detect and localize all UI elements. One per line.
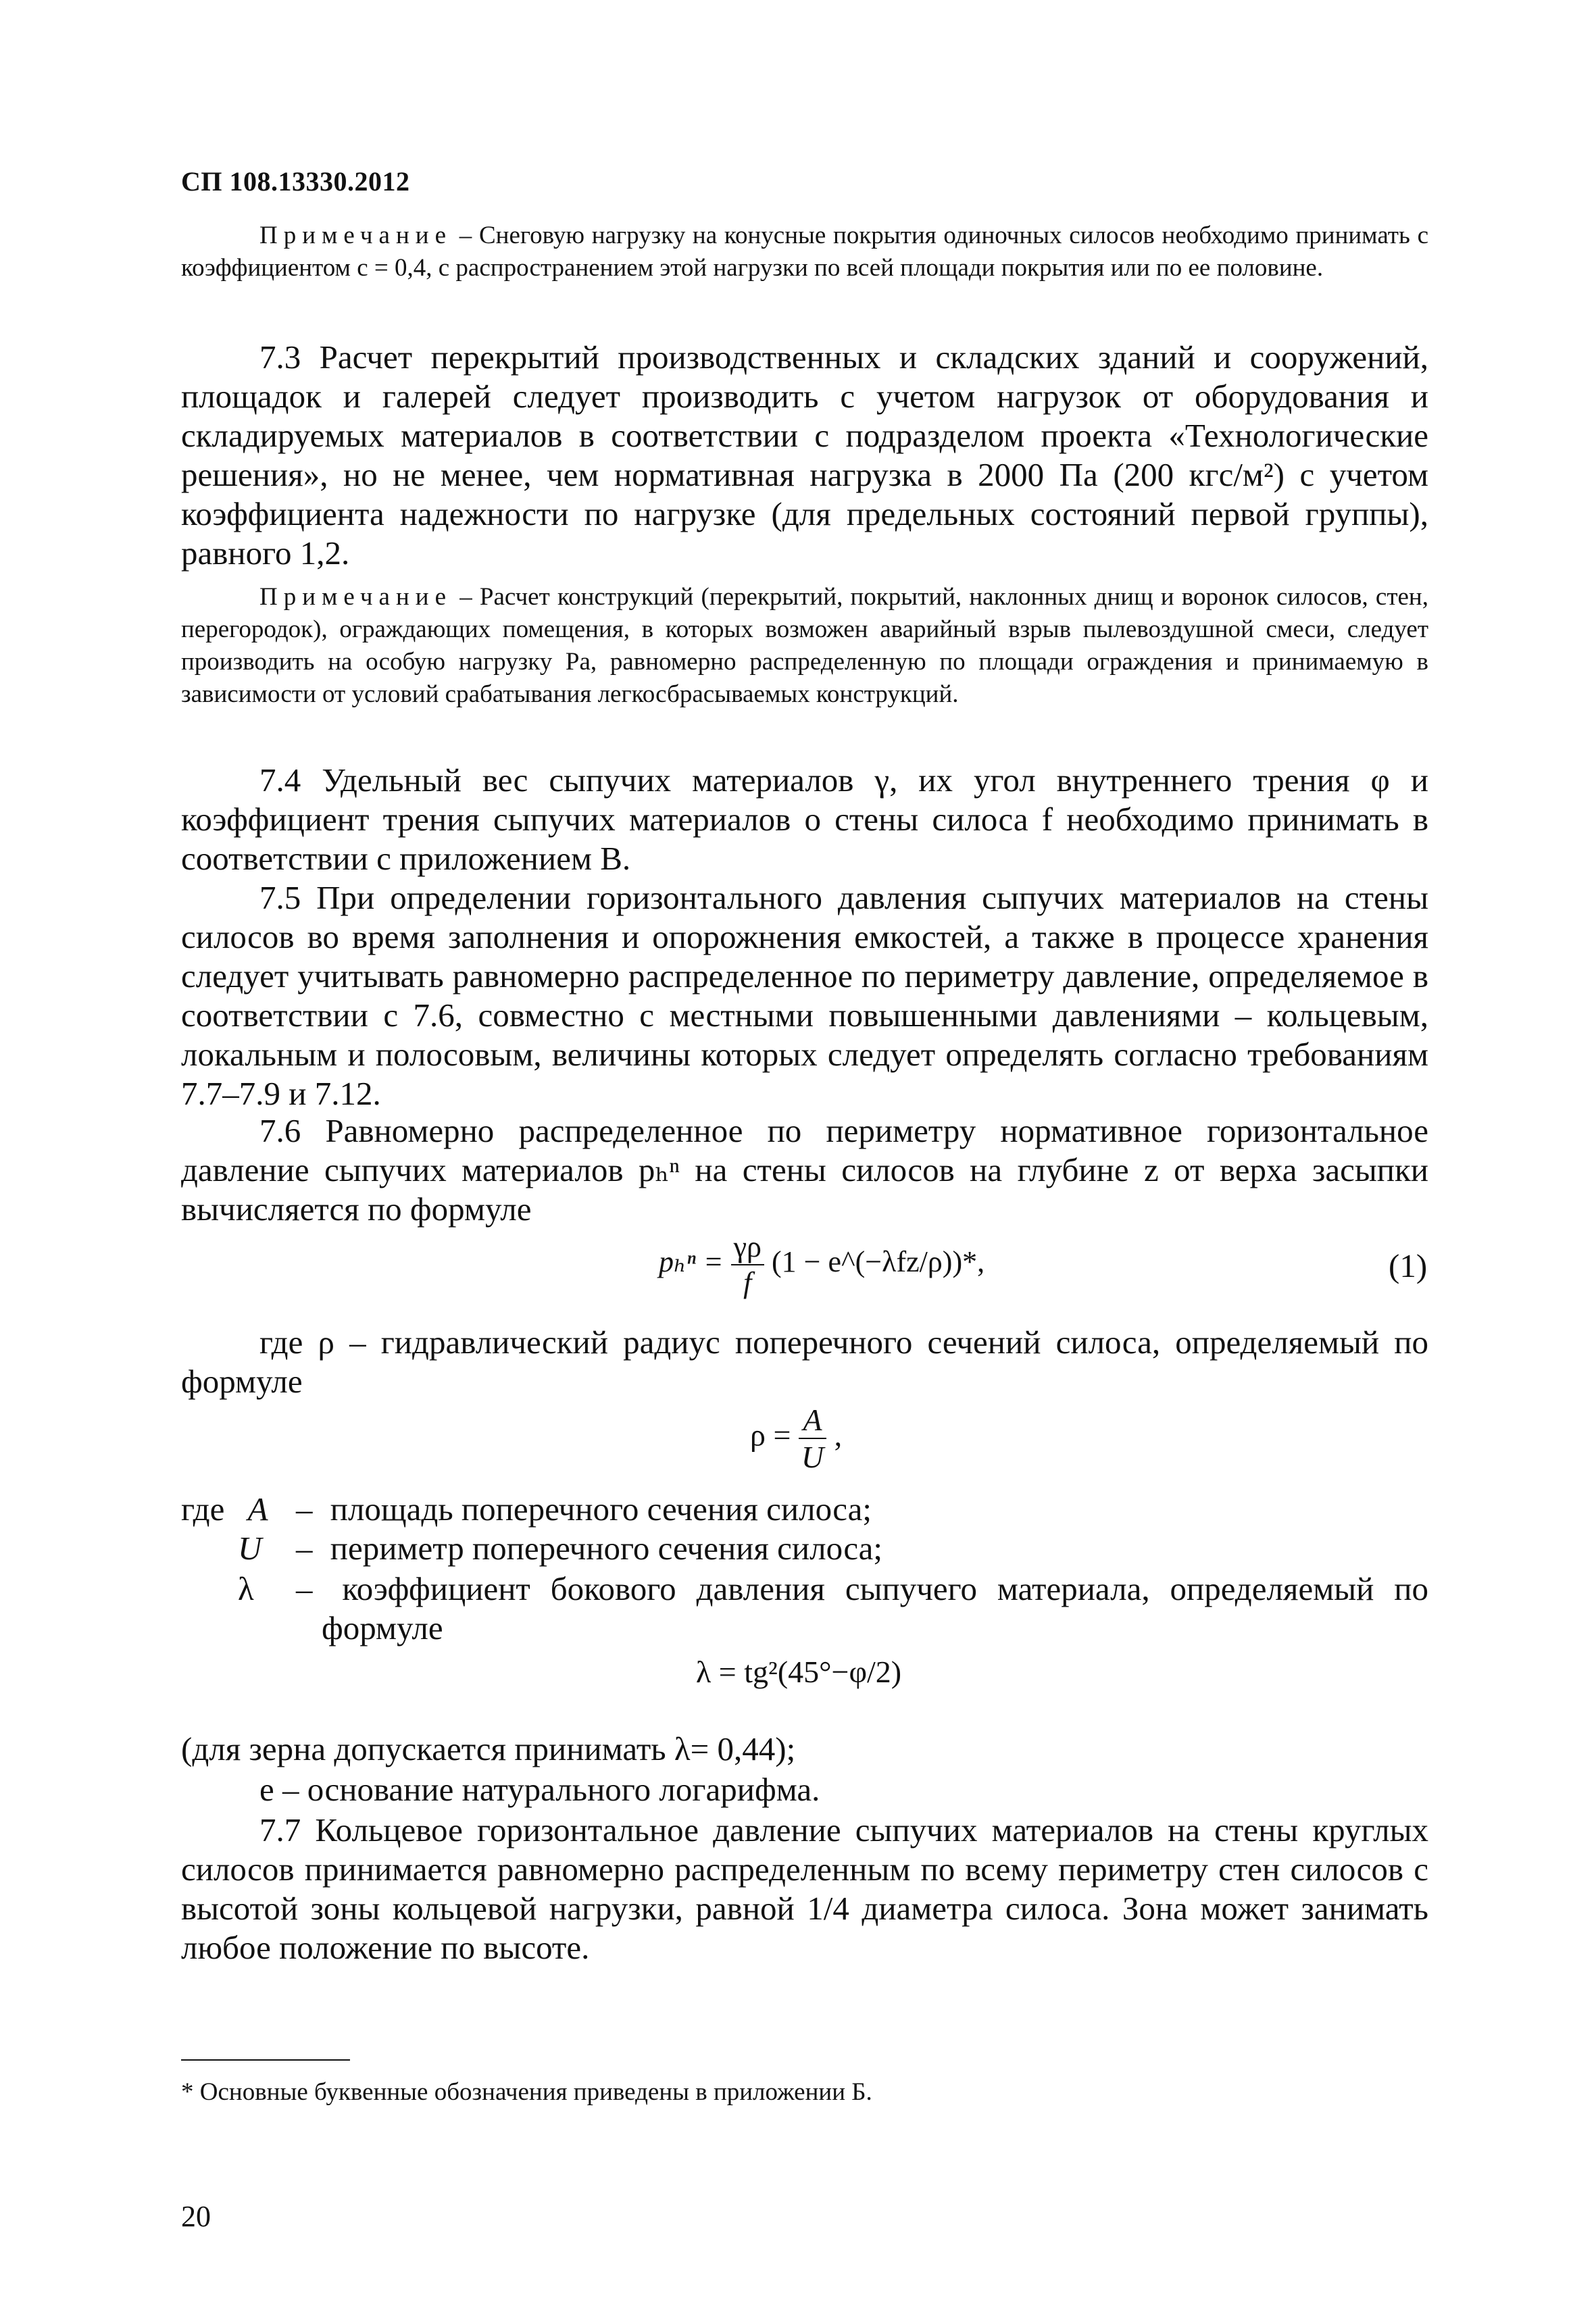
definition-text: площадь поперечного сечения силоса; bbox=[330, 1490, 872, 1528]
formula-2-fraction bbox=[799, 1402, 826, 1475]
definition-symbol: U bbox=[238, 1530, 262, 1567]
note-label: Примечание bbox=[259, 583, 452, 611]
paragraph-7-6: 7.6 Равномерно распределенное по периметру нормативное горизонтальное давление сыпучих материалов pₕⁿ на стены силосов на глубине z от верха засыпки вычисляется по формуле bbox=[181, 1112, 1428, 1228]
section-7-6 bbox=[181, 1111, 1428, 1229]
grain-note bbox=[181, 1730, 1428, 1769]
footnote: * Основные буквенные обозначения приведены в приложении Б. bbox=[181, 2078, 872, 2106]
definition-symbol: λ bbox=[238, 1570, 254, 1607]
definition-prefix: где bbox=[181, 1490, 225, 1528]
grain-note-text: (для зерна допускается принимать λ= 0,44); bbox=[181, 1730, 796, 1767]
formula-2-tail: , bbox=[834, 1417, 843, 1453]
formula-3: λ = tg²(45°−φ/2) bbox=[696, 1655, 902, 1689]
formula-2 bbox=[750, 1402, 842, 1475]
paragraph-7-7: 7.7 Кольцевое горизонтальное давление сыпучих материалов на стены круглых силосов принимается равномерно распределенным по всему периметру стен силосов с высотой зоны кольцевой нагрузки, равной 1/4 диаметра силоса. Зона может занимать любое положение по высоте. bbox=[181, 1811, 1428, 1966]
definition-body bbox=[296, 1490, 872, 1529]
paragraph-7-3: 7.3 Расчет перекрытий производственных и складских зданий и сооружений, площадок и галерей следует производить с учетом нагрузок от оборудования и складируемых материалов в соответствии с подразделом проекта «Технологические решения», но не менее, чем нормативная нагрузка в 2000 Па (200 кгс/м²) с учетом коэффициента надежности по нагрузке (для предельных состояний первой группы), равного 1,2. bbox=[181, 338, 1428, 572]
formula-1 bbox=[659, 1230, 984, 1300]
definition-text: периметр поперечного сечения силоса; bbox=[330, 1530, 883, 1567]
formula-1-numerator: γρ bbox=[731, 1230, 764, 1265]
definition-dash: – bbox=[296, 1490, 313, 1528]
page-number: 20 bbox=[181, 2200, 211, 2233]
section-7-3 bbox=[181, 338, 1428, 573]
e-definition-text: e – основание натурального логарифма. bbox=[259, 1771, 820, 1808]
formula-2-denominator: U bbox=[801, 1440, 824, 1474]
formula-2-numerator: A bbox=[799, 1402, 826, 1439]
formula-1-lhs: pₕⁿ = bbox=[659, 1245, 724, 1279]
formula-1-denominator: f bbox=[743, 1266, 752, 1299]
definition-dash: – bbox=[296, 1530, 313, 1567]
definition-row bbox=[238, 1569, 254, 1609]
e-definition bbox=[259, 1770, 1428, 1809]
document-header-code: СП 108.13330.2012 bbox=[181, 166, 410, 197]
formula-1-number: (1) bbox=[1389, 1247, 1428, 1284]
formula-2-lhs: ρ = bbox=[750, 1417, 791, 1453]
section-7-7 bbox=[181, 1811, 1428, 1967]
note-explosion-load bbox=[181, 581, 1428, 711]
definition-body bbox=[296, 1569, 1428, 1609]
section-7-5 bbox=[181, 878, 1428, 1113]
formula-1-fraction bbox=[731, 1230, 764, 1300]
footnote-separator bbox=[181, 2059, 350, 2061]
note-snow-load bbox=[181, 220, 1428, 284]
definition-symbol: A bbox=[247, 1490, 268, 1528]
note-label: Примечание bbox=[259, 222, 452, 249]
definition-row bbox=[181, 1490, 268, 1529]
definition-dash: – bbox=[296, 1570, 313, 1607]
definition-continuation: формуле bbox=[322, 1609, 443, 1646]
paragraph-7-4: 7.4 Удельный вес сыпучих материалов γ, их угол внутреннего трения φ и коэффициент трения сыпучих материалов о стены силоса f необходимо принимать в соответствии с приложением В. bbox=[181, 761, 1428, 877]
paragraph-7-5: 7.5 При определении горизонтального давления сыпучих материалов на стены силосов во время заполнения и опорожнения емкостей, а также в процессе хранения следует учитывать равномерно распределенное по периметру давление, определяемое в соответствии с 7.6, совместно с местными повышенными давлениями – кольцевым, локальным и полосовым, величины которых следует определять согласно требованиям 7.7–7.9 и 7.12. bbox=[181, 879, 1428, 1112]
note-text: – Расчет конструкций (перекрытий, покрытий, наклонных днищ и воронок силосов, стен, перегородок), ограждающих помещения, в которых возможен аварийный взрыв пылевоздушной смеси, следует производить на особую нагрузку Pa, равномерно распределенную по площади ограждения и принимаемую в зависимости от условий срабатывания легкосбрасываемых конструкций. bbox=[181, 583, 1428, 708]
definition-body bbox=[296, 1529, 882, 1568]
rho-definition bbox=[181, 1323, 1428, 1401]
definition-text: коэффициент бокового давления сыпучего материала, определяемый по bbox=[342, 1570, 1428, 1607]
formula-1-rhs: (1 − e^(−λfz/ρ))*, bbox=[772, 1245, 985, 1279]
rho-definition-text: где ρ – гидравлический радиус поперечного сечений силоса, определяемый по формуле bbox=[181, 1324, 1428, 1400]
note-text: – Снеговую нагрузку на конусные покрытия одиночных силосов необходимо принимать с коэффициентом c = 0,4, с распространением этой нагрузки по всей площади покрытия или по ее половине. bbox=[181, 222, 1428, 282]
section-7-4 bbox=[181, 761, 1428, 878]
definition-row bbox=[238, 1529, 261, 1568]
